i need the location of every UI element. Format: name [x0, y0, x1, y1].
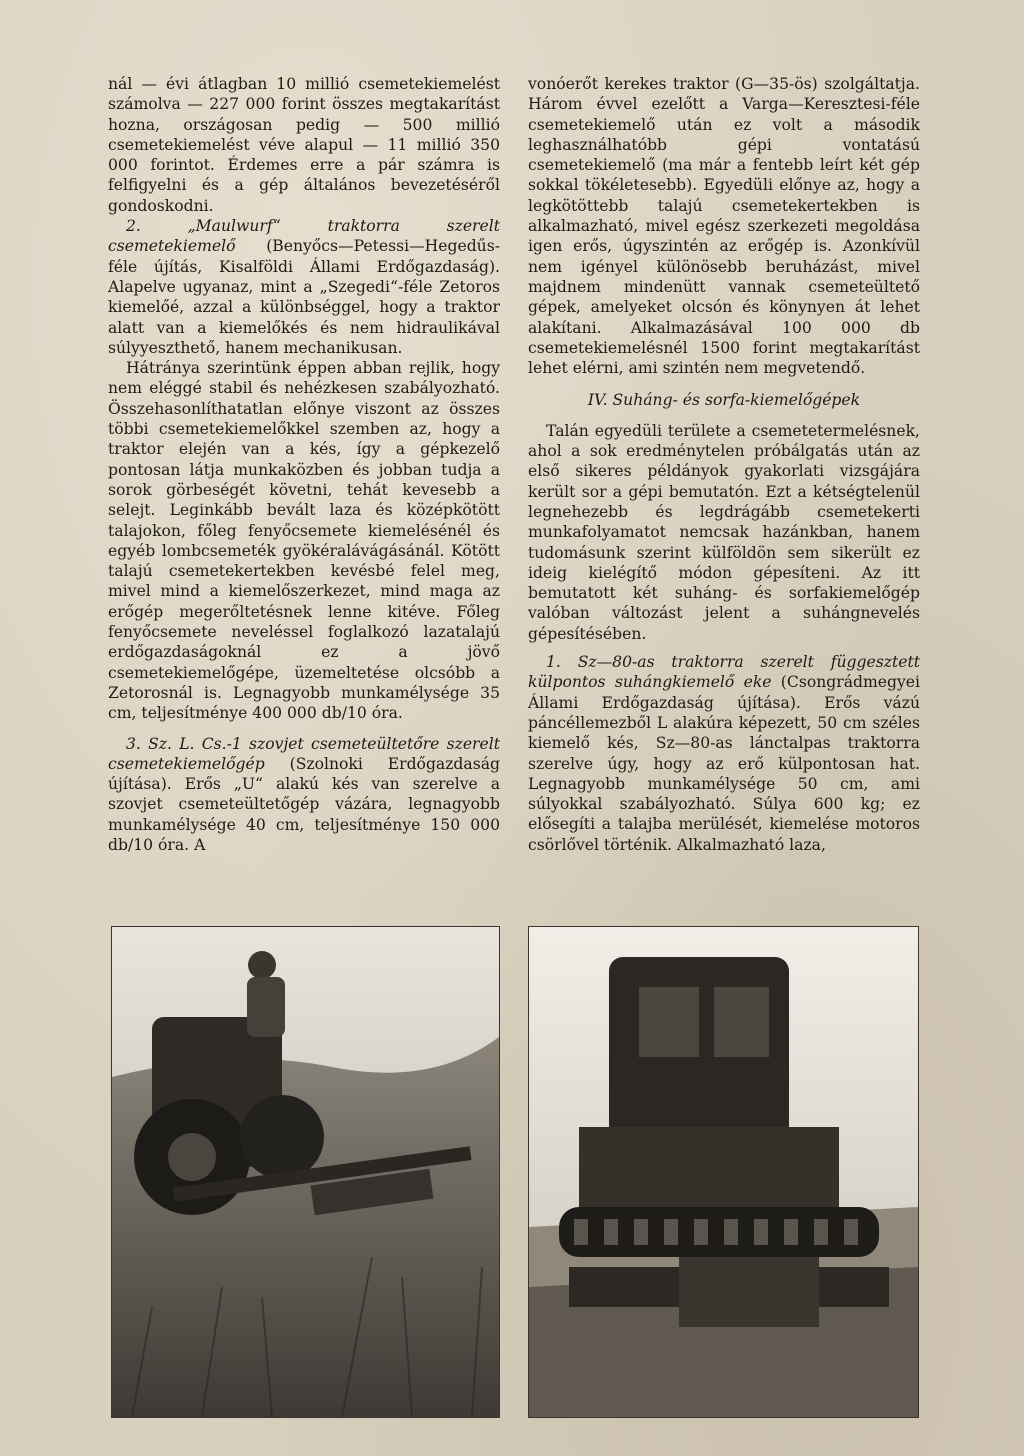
right-text-column	[528, 74, 920, 855]
paragraph: Hátránya szerintünk éppen abban rejlik, hogy nem eléggé stabil és nehézkesen szabályozható. Összehasonlíthatatlan előnye viszont az összes többi csemetekiemelőkkel szemben az, hogy a traktor elején van a kés, így a gépkezelő pontosan látja munkaközben és jobban tudja a sorok görbeségét követni, tehát kevesebb a selejt. Leginkább bevált laza és középkötött talajokon, főleg fenyőcsemete kiemelésénél és egyéb lombcsemeték gyökéralávágásánál. Kötött talajú csemetekertekben kevésbé felel meg, mivel mind a kiemelőszerkezet, mind maga az erőgép megerőltetésnek lenne kitéve. Főleg fenyőcsemete neveléssel foglalkozó lazatalajú erdőgazdaságoknál ez a jövő csemetekiemelőgépe, üzemeltetése olcsóbb a Zetorosnál is. Legnagyobb munkamélysége 35 cm, teljesítménye 400 000 db/10 óra.	[108, 359, 500, 723]
paragraph: Talán egyedüli területe a csemetetermelésnek, ahol a sok eredménytelen próbálgatás után az első sikeres példányok gyakorlati vizsgájára került sor a gépi bemutatón. Ezt a kétségtelenül legnehezebb és legdrágább csemetekerti munkafolyamatot nemcsak hazánkban, hanem tudomásunk szerint külföldön sem sikerült ez ideig kielégítő módon gépesíteni. Az itt bemutatott két suháng- és sorfakiemelőgép valóban változást jelent a suhángnevelés gépesítésében.	[528, 421, 920, 643]
paragraph	[108, 216, 500, 358]
paragraph	[108, 734, 500, 856]
left-text-column	[108, 74, 500, 855]
paragraph: vonóerőt kerekes traktor (G—35-ös) szolgáltatja. Három évvel ezelőtt a Varga—Keresztesi-féle csemetekiemelő után ez volt a második leghasználhatóbb gépi vontatású csemetekiemelő (ma már a fentebb leírt két gép sokkal tökéletesebb). Egyedüli előnye az, hogy a legkötöttebb talajú csemetekertekben is alkalmazható, mivel egész szerkezeti megoldása igen erős, úgyszintén az erőgép is. Azonkívül nem igényel különösebb beruházást, mivel majdnem mindenütt vannak csemeteültető gépek, amelyeket olcsón és könynyen át lehet alakítani. Alkalmazásával 100 000 db csemetekiemelésnél 1500 forint megtakarítást lehet elérni, ami szintén nem megvetendő.	[528, 75, 920, 378]
tractor-with-lifter-photo	[111, 926, 500, 1418]
paragraph	[528, 652, 920, 855]
section-heading: IV. Suháng- és sorfa-kiemelőgépek	[587, 391, 861, 410]
subsection-heading: 1. Sz—80-as traktorra szerelt függesztett külpontos suhángkiemelő eke	[528, 653, 920, 692]
paragraph: nál — évi átlagban 10 millió csemetekiemelést számolva — 227 000 forint összes megtakarítást hozna, országosan pedig — 500 millió csemetekiemelést véve alapul — 11 millió 350 000 forintot. Érdemes erre a pár számra is felfigyelni és a gép általános bevezetéséről gondoskodni.	[108, 75, 500, 215]
paragraph-text: (Szolnoki Erdőgazdaság újítása). Erős „U“ alakú kés van szerelve a szovjet csemeteültetőgép vázára, legnagyobb munkamélysége 40 cm, teljesítménye 150 000 db/10 óra. A	[108, 754, 500, 854]
paragraph-text: (Csongrádmegyei Állami Erdőgazdaság újítása). Erős vázú páncéllemezből L alakúra képezett, 50 cm széles kiemelő kés, Sz—80-as lánctalpas traktorra szerelve úgy, hogy az erő külpontosan hat. Legnagyobb munkamélysége 50 cm, ami súlyokkal szabályozható. Súlya 600 kg; ez elősegíti a talajba merülését, kiemelése motoros csörlővel történik. Alkalmazható laza,	[528, 673, 920, 854]
paragraph-text: (Benyőcs—Petessi—Hegedűs-féle újítás, Kisalföldi Állami Erdőgazdaság). Alapelve ugyanaz, mint a „Szegedi“-féle Zetoros kiemelőé, azzal a különbséggel, hogy a traktor alatt van a kiemelőkés és nem hidraulikával súlyyeszthető, hanem mechanikusan.	[108, 237, 500, 357]
subsection-heading: 2. „Maulwurf“ traktorra szerelt csemetekiemelő	[108, 217, 500, 256]
subsection-heading: 3. Sz. L. Cs.-1 szovjet csemeteültetőre szerelt csemetekiemelőgép	[108, 734, 500, 773]
crawler-tractor-photo	[528, 926, 919, 1418]
